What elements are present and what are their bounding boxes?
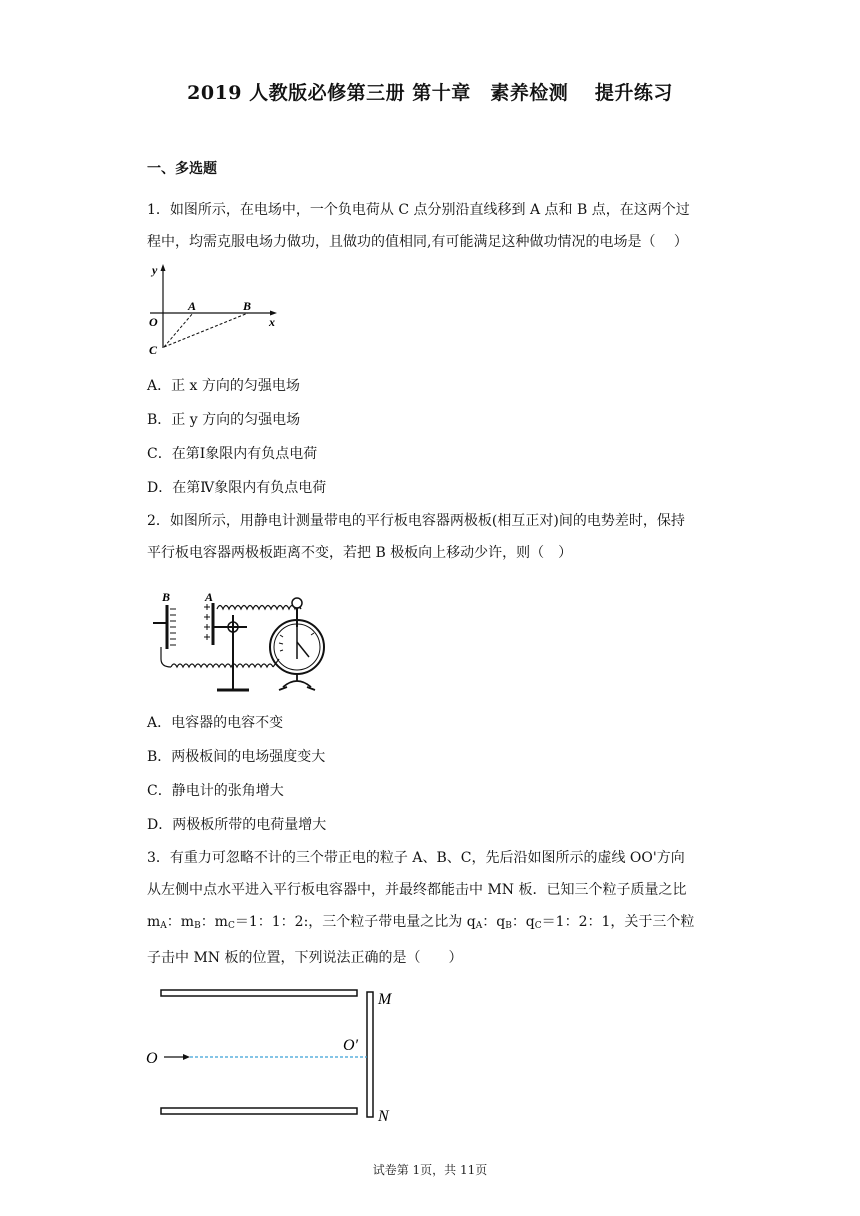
question-1-option-c: C．在第Ⅰ象限内有负点电荷: [147, 446, 318, 462]
label-o: O: [146, 1050, 158, 1067]
question-2-option-d: D．两极板所带的电荷量增大: [147, 817, 327, 833]
page-footer: 试卷第 1页，共 11页: [372, 1163, 488, 1177]
plate-b-charges: [170, 609, 176, 645]
question-3-text: [147, 842, 717, 974]
upper-plate: [161, 990, 357, 996]
question-3-line-4: 子击中 MN 板的位置，下列说法正确的是（ ）: [147, 950, 463, 966]
question-1-text: [147, 194, 717, 258]
label-c: C: [149, 343, 158, 357]
electroscope-needle: [297, 642, 309, 657]
coil-bottom: [171, 664, 273, 667]
question-3-figure: [140, 982, 410, 1132]
coil-top: [217, 605, 301, 609]
mn-plate: [367, 992, 373, 1117]
wire-b: [161, 647, 171, 667]
label-o-prime: O′: [343, 1037, 359, 1054]
label-o: O: [149, 315, 158, 329]
section-heading: 一、多选题: [147, 161, 217, 177]
question-1-option-b: B．正 y 方向的匀强电场: [147, 412, 301, 428]
entry-arrow-head: [183, 1054, 190, 1060]
question-3-line-1: 3．有重力可忽略不计的三个带正电的粒子 A、B、C，先后沿如图所示的虚线 OO'方向: [147, 850, 685, 866]
question-1-option-d: D．在第Ⅳ象限内有负点电荷: [147, 480, 327, 496]
question-2-option-c: C．静电计的张角增大: [147, 783, 284, 799]
electroscope-stand: [279, 674, 315, 690]
label-n: N: [378, 1108, 389, 1125]
question-1-line-1: 1．如图所示，在电场中，一个负电荷从 C 点分别沿直线移到 A 点和 B 点，在这两个过: [147, 202, 690, 218]
plate-a-charges: [204, 604, 210, 640]
lower-plate: [161, 1108, 357, 1114]
question-2-line-1: 2．如图所示，用静电计测量带电的平行板电容器两极板(相互正对)间的电势差时，保持: [147, 513, 685, 529]
label-b: B: [243, 299, 252, 313]
ca-dashed-line: [164, 313, 193, 347]
page-title: 2019 人教版必修第三册 第十章 素养检测 提升练习: [187, 82, 673, 104]
question-2-line-2: 平行板电容器两极板距离不变，若把 B 极板向上移动少许，则（ ）: [147, 545, 573, 561]
electroscope-knob: [292, 598, 302, 608]
label-m: M: [378, 991, 392, 1008]
question-2-text: [147, 505, 717, 569]
label-a: A: [188, 299, 197, 313]
label-y: y: [152, 263, 158, 277]
label-a: A: [205, 590, 214, 604]
cb-dashed-line: [164, 313, 248, 347]
label-x: x: [269, 315, 275, 329]
question-3-line-3: $m_A$：$m_B$：$m_C=1$：1：2:，三个粒子带电量之比为 $q_A$：$q_B$：$q_C=1$：2：1，关于三个粒: [147, 914, 695, 931]
question-3-line-2: 从左侧中点水平进入平行板电容器中，并最终都能击中 MN 板．已知三个粒子质量之比: [147, 882, 687, 898]
question-2-figure: [147, 587, 337, 697]
question-1-line-2: 程中，均需克服电场力做功，且做功的值相同,有可能满足这种做功情况的电场是（ ）: [147, 234, 688, 250]
question-2-option-b: B．两极板间的电场强度变大: [147, 749, 326, 765]
question-2-option-a: A．电容器的电容不变: [147, 715, 284, 731]
question-1-figure: [140, 260, 290, 360]
label-b: B: [162, 590, 171, 604]
question-1-option-a: A．正 x 方向的匀强电场: [147, 378, 300, 394]
y-axis-arrow: [161, 264, 166, 271]
